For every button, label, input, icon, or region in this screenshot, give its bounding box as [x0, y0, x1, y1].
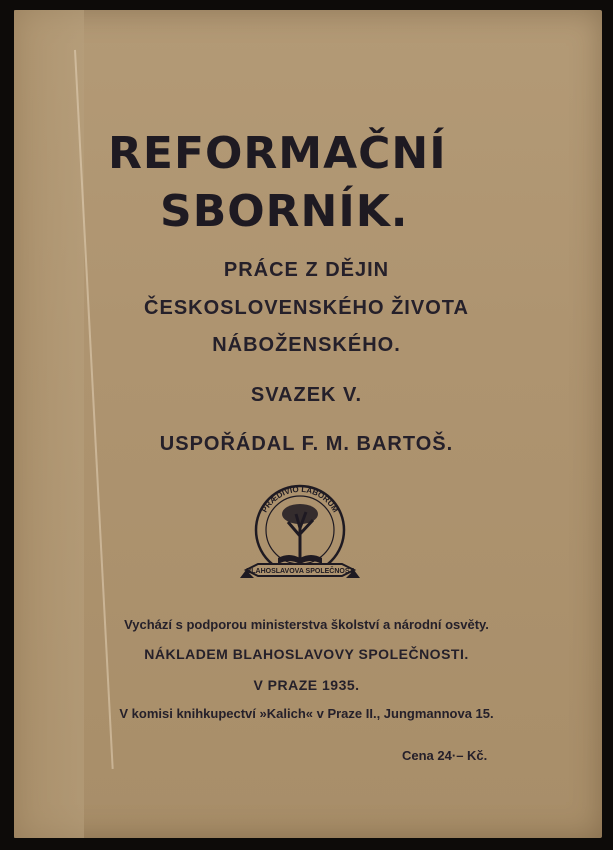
subtitle-line-3: NÁBOŽENSKÉHO.: [212, 334, 401, 356]
publisher-line: NÁKLADEM BLAHOSLAVOVY SPOLEČNOSTI.: [144, 646, 469, 662]
seal-emblem-icon: [240, 478, 360, 593]
emblem-ribbon-text: BLAHOSLAVOVA SPOLEČNOST: [246, 568, 354, 575]
support-line: Vychází s podporou ministerstva školství a národní osvěty.: [124, 617, 489, 632]
title-line-1: REFORMAČNÍ: [108, 128, 447, 179]
title-line-2: SBORNÍK.: [160, 186, 409, 237]
editor-line: USPOŘÁDAL F. M. BARTOŠ.: [159, 433, 454, 455]
emblem-upper-text: PRÆDIVIO LABORUM: [259, 484, 341, 515]
price-label: Cena 24·– Kč.: [402, 748, 488, 763]
subtitle-line-1: PRÁCE Z DĚJIN: [223, 259, 390, 281]
place-year-line: V PRAZE 1935.: [253, 677, 360, 693]
commission-line: V komisi knihkupectví »Kalich« v Praze II., Jungmannova 15.: [119, 706, 494, 721]
volume-label: SVAZEK V.: [250, 384, 363, 406]
subtitle-line-2: ČESKOSLOVENSKÉHO ŽIVOTA: [144, 297, 469, 319]
